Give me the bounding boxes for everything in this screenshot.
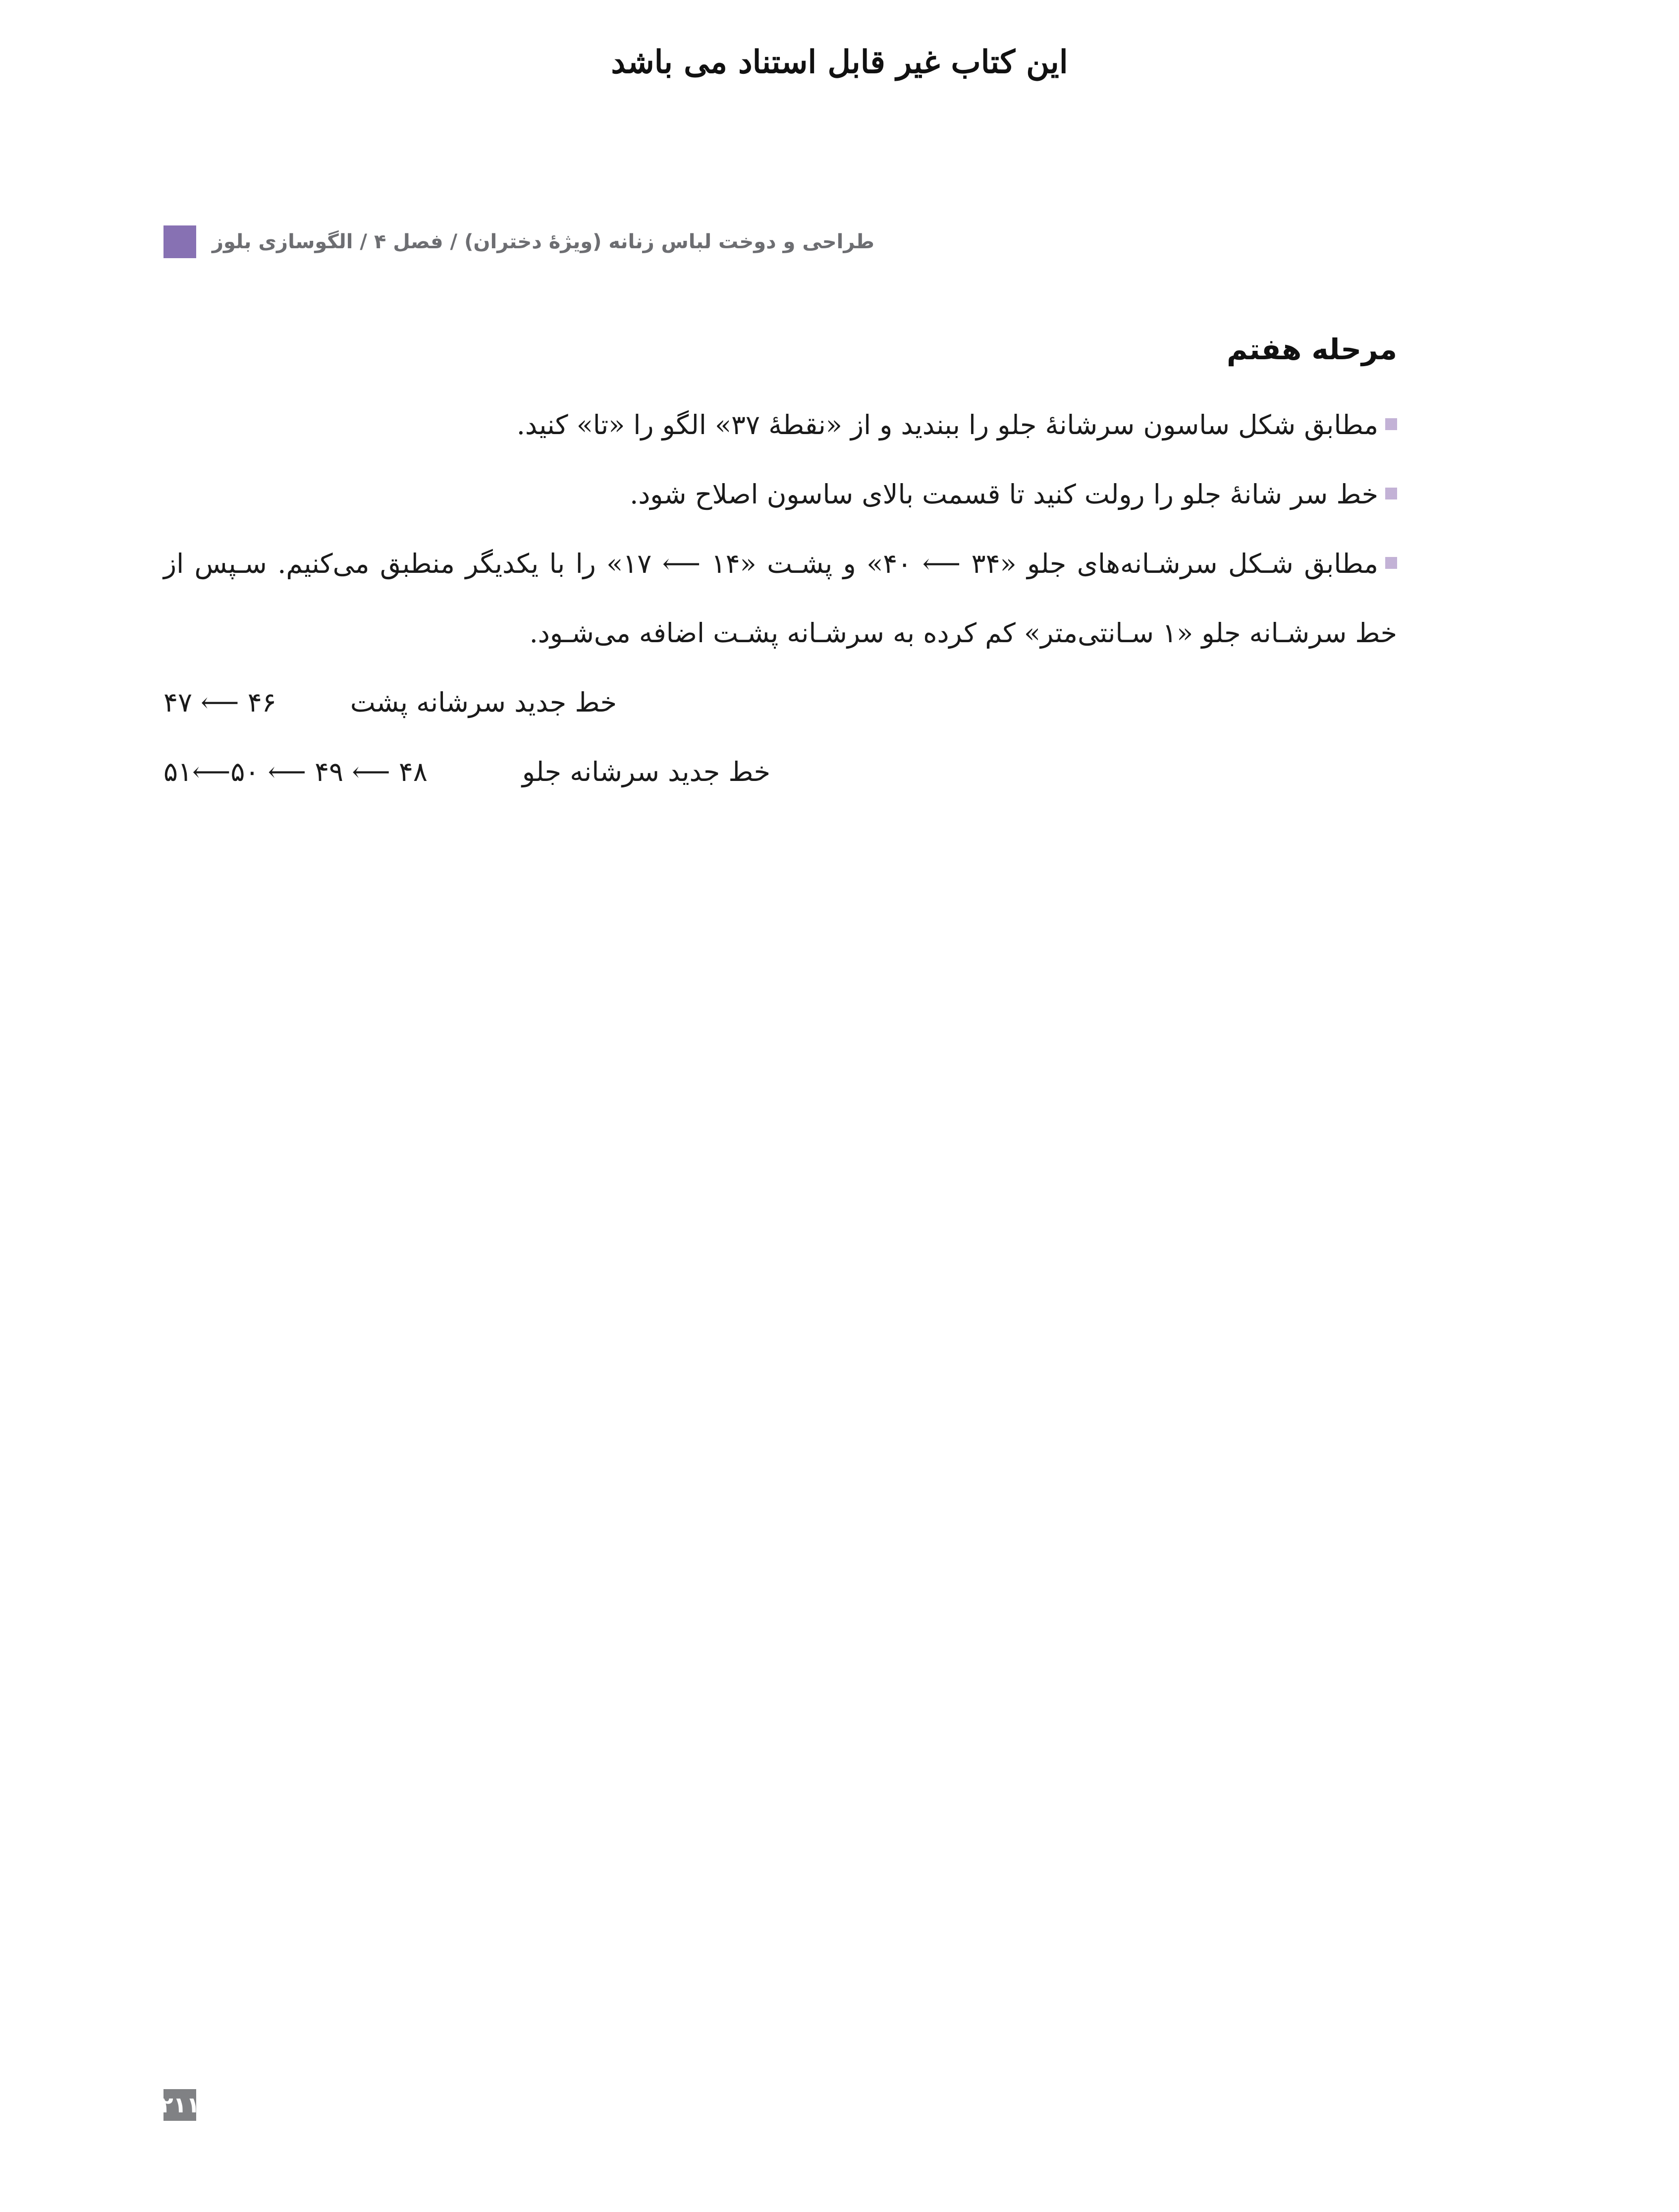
bullet-text: خط سر شانهٔ جلو را رولت کنید تا قسمت بالای ساسون اصلاح شود. bbox=[630, 479, 1378, 510]
bullet-text: مطابق شـکل سرشـانه‌های جلو «۳۴ ⟵ ۴۰» و پشـت «۱۴ ⟵ ۱۷» را با یکدیگر منطبق می‌کنیم. سـپس از خط سرشـانه جلو «۱ سـانتی‌متر» کم کرده به سرشـانه پشـت اضافه می‌شـود. bbox=[163, 548, 1397, 649]
square-bullet-icon bbox=[1385, 557, 1397, 569]
chapter-color-marker bbox=[163, 225, 196, 258]
sequence-values: ۴۷ ⟵ ۴۶ bbox=[163, 687, 276, 718]
bullet-paragraph bbox=[163, 529, 1397, 668]
bullet-paragraph bbox=[163, 390, 1397, 460]
page-number: ۲۱۱ bbox=[163, 2089, 196, 2121]
sequence-values: ۵۱⟵۵۰ ⟵ ۴۹ ⟵ ۴۸ bbox=[163, 756, 428, 787]
running-head bbox=[163, 225, 874, 258]
section-heading: مرحله هفتم bbox=[1227, 332, 1397, 366]
sequence-label: خط جدید سرشانه پشت bbox=[350, 687, 617, 718]
square-bullet-icon bbox=[1385, 488, 1397, 499]
bullet-paragraph bbox=[163, 460, 1397, 529]
bullet-text: مطابق شکل ساسون سرشانهٔ جلو را ببندید و از «نقطهٔ ۳۷» الگو را «تا» کنید. bbox=[516, 409, 1378, 441]
sequence-line-back bbox=[163, 668, 1397, 737]
main-content bbox=[163, 327, 1397, 807]
breadcrumb: طراحی و دوخت لباس زنانه (ویژهٔ دختران) / فصل ۴ / الگوسازی بلوز bbox=[212, 230, 874, 253]
sequence-line-front bbox=[163, 737, 1397, 807]
sequence-label: خط جدید سرشانه جلو bbox=[522, 756, 770, 787]
watermark-notice: این کتاب غیر قابل استناد می باشد bbox=[611, 44, 1068, 81]
square-bullet-icon bbox=[1385, 418, 1397, 430]
